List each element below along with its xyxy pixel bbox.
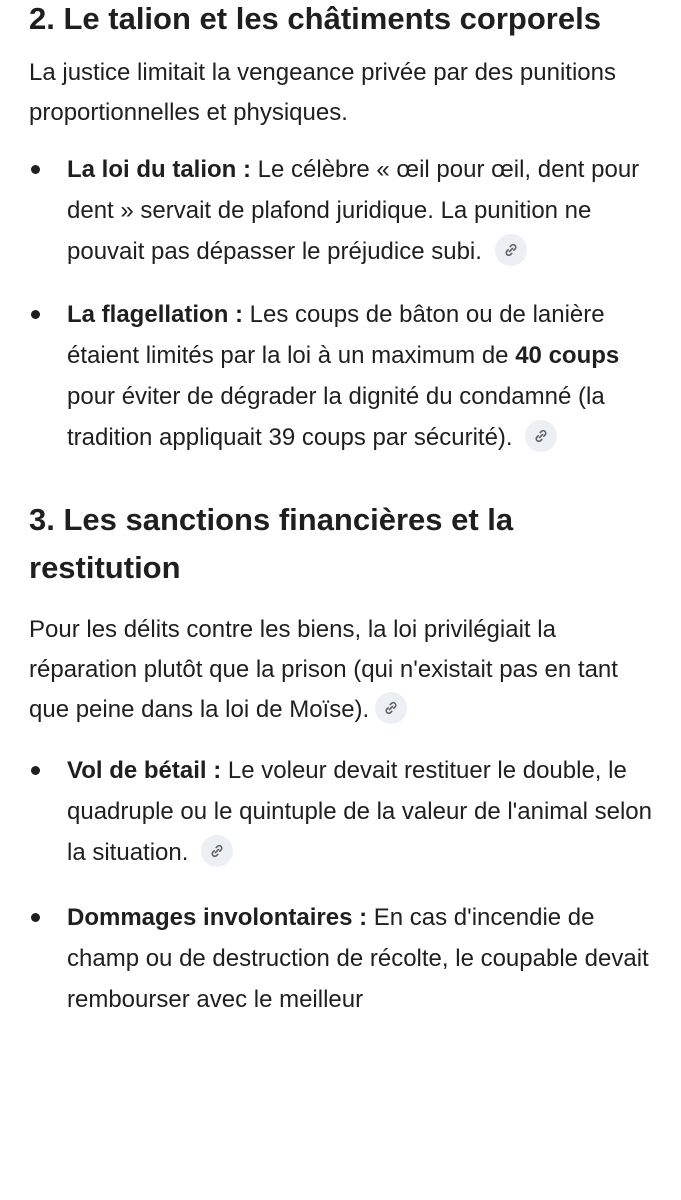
link-icon [533,428,549,444]
bullet-dot [31,913,40,922]
bullet-dot [31,310,40,319]
item-text: Le voleur devait restituer le double, le quadruple ou le quintuple de la valeur de l'animal selon la situation. [67,757,652,866]
item-label: Vol de bétail : [67,757,222,784]
section-3-heading: 3. Les sanctions financières et la restitution [29,502,514,585]
list-item [29,149,659,272]
item-label: Dommages involontaires : [67,904,368,931]
item-label: La flagellation : [67,301,244,328]
link-icon [383,700,399,716]
item-bold-inline: 40 coups [515,342,620,369]
list-item [29,294,659,458]
list-item [29,897,659,1020]
article-content [29,0,659,1020]
item-text-before: Les coups de bâton ou de lanière étaient limités par la loi à un maximum de [67,301,605,369]
bullet-dot [31,766,40,775]
section-3-intro [29,610,659,730]
section-3-list [29,750,659,1020]
section-2-heading: 2. Le talion et les châtiments corporels [29,1,601,36]
item-label: La loi du talion : [67,156,251,183]
link-icon [209,843,225,859]
citation-link-button[interactable] [201,835,233,867]
citation-link-button[interactable] [525,420,557,452]
item-text: En cas d'incendie de champ ou de destruction de récolte, le coupable devait rembourser avec le meilleur [67,904,649,1013]
section-2-intro [29,53,659,133]
section-2-list [29,149,659,458]
section-3-intro-text: Pour les délits contre les biens, la loi privilégiait la réparation plutôt que la prison (qui n'existait pas en tant que peine dans la loi de Moïse). [29,616,618,723]
bullet-dot [31,165,40,174]
item-text-after: pour éviter de dégrader la dignité du condamné (la tradition appliquait 39 coups par sécurité). [67,383,605,451]
section-2-intro-text: La justice limitait la vengeance privée par des punitions proportionnelles et physiques. [29,59,617,126]
bottom-fade-overlay [0,1130,681,1200]
item-text: Le célèbre « œil pour œil, dent pour dent » servait de plafond juridique. La punition ne pouvait pas dépasser le préjudice subi. [67,156,640,265]
list-item [29,750,659,873]
citation-link-button[interactable] [375,692,407,724]
link-icon [503,242,519,258]
citation-link-button[interactable] [495,234,527,266]
